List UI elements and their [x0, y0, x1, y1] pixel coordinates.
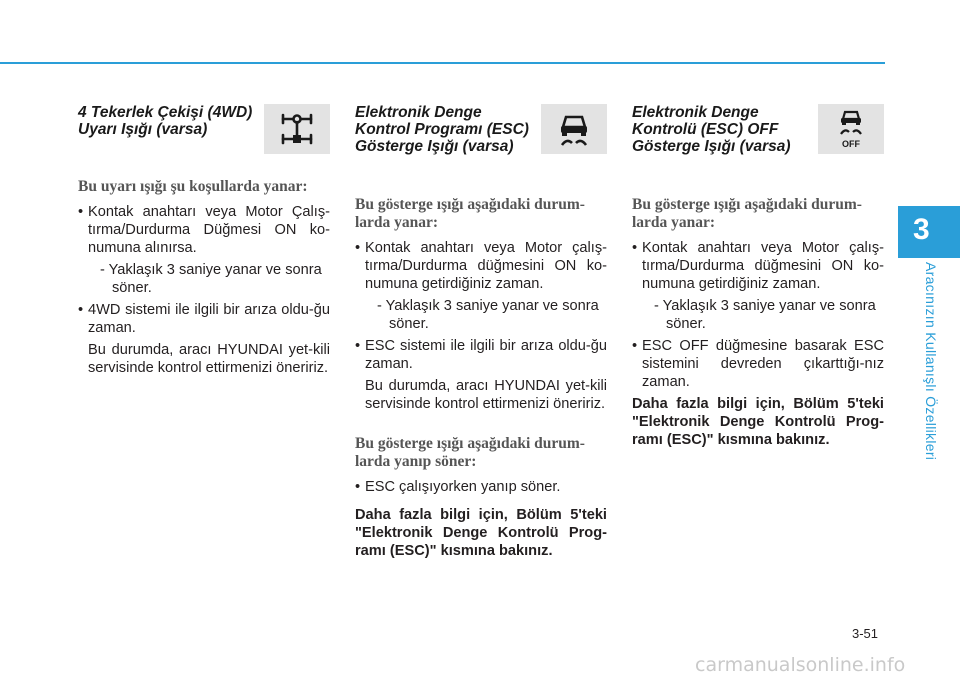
section-esc-off: [632, 104, 884, 449]
condition-heading: Bu uyarı ışığı şu koşullarda yanar:: [78, 178, 308, 195]
section-title: 4 Tekerlek Çekişi (4WD) Uyarı Işığı (varsa): [78, 104, 253, 138]
dash-item: - Yaklaşık 3 saniye yanar ve sonra söner.: [377, 298, 599, 332]
bullet-item: • ESC OFF düğmesine basarak ESC sistemini devreden çıkarttığı-nız zaman.: [632, 337, 884, 391]
bullet-item: • Kontak anahtarı veya Motor çalış-tırma/Durdurma düğmesini ON ko-numuna getirdiğiniz zaman.: [355, 239, 607, 293]
watermark: carmanualsonline.info: [695, 654, 906, 676]
bullet-item: • ESC sistemi ile ilgili bir arıza oldu-ğu zaman.: [355, 337, 607, 373]
4wd-warning-icon: [264, 104, 330, 154]
bullet-item: • ESC çalışıyorken yanıp söner.: [355, 478, 607, 496]
paragraph: Bu durumda, aracı HYUNDAI yet-kili servisinde kontrol ettirmenizi öneririz.: [88, 342, 330, 376]
bullet-item: • Kontak anahtarı veya Motor çalış-tırma/Durdurma düğmesini ON ko-numuna getirdiğiniz zaman.: [632, 239, 884, 293]
section-title: Elektronik Denge Kontrolü (ESC) OFF Gösterge Işığı (varsa): [632, 104, 791, 155]
bullet-item: • Kontak anahtarı veya Motor Çalış-tırma/Durdurma Düğmesi ON ko-numuna alınırsa.: [78, 203, 330, 257]
condition-heading: Bu gösterge ışığı aşağıdaki durum-larda yanıp söner:: [355, 435, 585, 470]
top-rule: [0, 62, 885, 64]
paragraph: Bu durumda, aracı HYUNDAI yet-kili servisinde kontrol ettirmenizi öneririz.: [365, 378, 607, 412]
reference-note: Daha fazla bilgi için, Bölüm 5'teki "Elektronik Denge Kontrolü Prog-ramı (ESC)" kısmına bakınız.: [355, 507, 607, 559]
condition-heading: Bu gösterge ışığı aşağıdaki durum-larda yanar:: [632, 196, 862, 231]
esc-off-label: OFF: [842, 139, 860, 149]
bullet-item: • 4WD sistemi ile ilgili bir arıza oldu-ğu zaman.: [78, 301, 330, 337]
chapter-number: 3: [913, 213, 930, 246]
esc-indicator-icon: [541, 104, 607, 154]
section-4wd: [78, 104, 330, 377]
page-number: 3-51: [852, 626, 879, 641]
dash-item: - Yaklaşık 3 saniye yanar ve sonra söner.: [100, 262, 322, 296]
reference-note: Daha fazla bilgi için, Bölüm 5'teki "Elektronik Denge Kontrolü Prog-ramı (ESC)" kısmına bakınız.: [632, 396, 884, 448]
section-title: Elektronik Denge Kontrol Programı (ESC) Gösterge Işığı (varsa): [355, 104, 529, 155]
esc-off-indicator-icon: [818, 104, 884, 154]
condition-heading: Bu gösterge ışığı aşağıdaki durum-larda yanar:: [355, 196, 585, 231]
section-esc: [355, 104, 607, 560]
chapter-label: Aracınızın Kullanışlı Özellikleri: [923, 262, 939, 461]
dash-item: - Yaklaşık 3 saniye yanar ve sonra söner.: [654, 298, 876, 332]
